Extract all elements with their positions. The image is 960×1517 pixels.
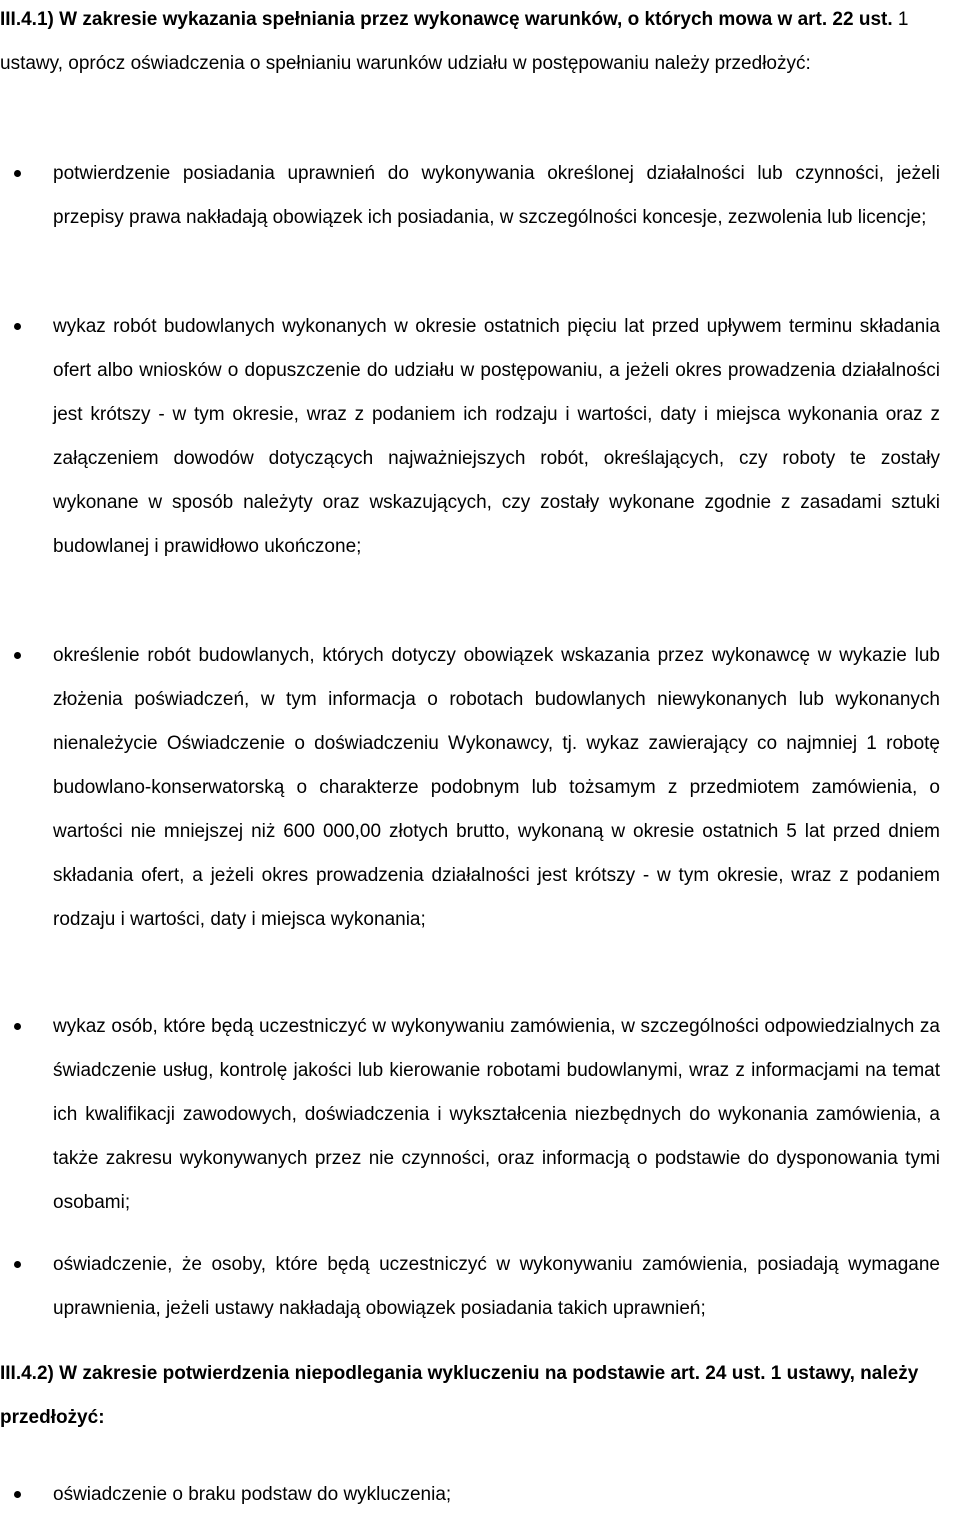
- section-number: III.4.1): [0, 9, 54, 30]
- bullet-icon: [14, 170, 21, 177]
- list-item-text: określenie robót budowlanych, których dotyczy obowiązek wskazania przez wykonawcę w wykazie lub złożenia poświadczeń, w tym informacja o robotach budowlanych niewykonanych lub wykonanych nienależycie Oświadczenie o doświadczeniu Wykonawcy, tj. wykaz zawierający co najmniej 1 robotę budowlano-konserwatorską o charakterze podobnym lub tożsamym z przedmiotem zamówienia, o wartości nie mniejszej niż 600 000,00 złotych brutto, wykonaną w okresie ostatnich 5 lat przed dniem składania ofert, a jeżeli okres prowadzenia działalności jest krótszy - w tym okresie, wraz z podaniem rodzaju i wartości, daty i miejsca wykonania;: [53, 645, 940, 930]
- section-heading-lead: W zakresie wykazania spełniania przez wykonawcę warunków, o których mowa w art. 22 ust.: [59, 9, 893, 30]
- section-heading-rest: 1 ustawy, oprócz oświadczenia o spełnianiu warunków udziału w postępowaniu należy przedłożyć:: [0, 9, 909, 74]
- bullet-icon: [14, 1261, 21, 1268]
- bullet-icon: [14, 1023, 21, 1030]
- bullet-icon: [14, 652, 21, 659]
- bullet-icon: [14, 1491, 21, 1498]
- bullet-icon: [14, 323, 21, 330]
- list-item-text: oświadczenie, że osoby, które będą uczestniczyć w wykonywaniu zamówienia, posiadają wymagane uprawnienia, jeżeli ustawy nakładają obowiązek posiadania takich uprawnień;: [53, 1254, 940, 1319]
- section-heading-title: W zakresie potwierdzenia niepodlegania wykluczeniu na podstawie art. 24 ust. 1 ustawy, należy przedłożyć:: [0, 1363, 919, 1428]
- section-heading-2: [0, 1352, 940, 1440]
- list-item-text: wykaz osób, które będą uczestniczyć w wykonywaniu zamówienia, w szczególności odpowiedzialnych za świadczenie usług, kontrolę jakości lub kierowanie robotami budowlanymi, wraz z informacjami na temat ich kwalifikacji zawodowych, doświadczenia i wykształcenia niezbędnych do wykonania zamówienia, a także zakresu wykonywanych przez nie czynności, oraz informacją o podstawie do dysponowania tymi osobami;: [53, 1016, 940, 1213]
- list-item-text: oświadczenie o braku podstaw do wykluczenia;: [53, 1484, 452, 1505]
- section-heading-1: [0, 0, 940, 86]
- section-number: III.4.2): [0, 1363, 54, 1384]
- list-item-text: wykaz robót budowlanych wykonanych w okresie ostatnich pięciu lat przed upływem terminu składania ofert albo wniosków o dopuszczenie do udziału w postępowaniu, a jeżeli okres prowadzenia działalności jest krótszy - w tym okresie, wraz z podaniem ich rodzaju i wartości, daty i miejsca wykonania oraz z załączeniem dowodów dotyczących najważniejszych robót, określających, czy roboty te zostały wykonane w sposób należyty oraz wskazujących, czy zostały wykonane zgodnie z zasadami sztuki budowlanej i prawidłowo ukończone;: [53, 316, 940, 557]
- list-item-text: potwierdzenie posiadania uprawnień do wykonywania określonej działalności lub czynności, jeżeli przepisy prawa nakładają obowiązek ich posiadania, w szczególności koncesje, zezwolenia lub licencje;: [53, 163, 940, 228]
